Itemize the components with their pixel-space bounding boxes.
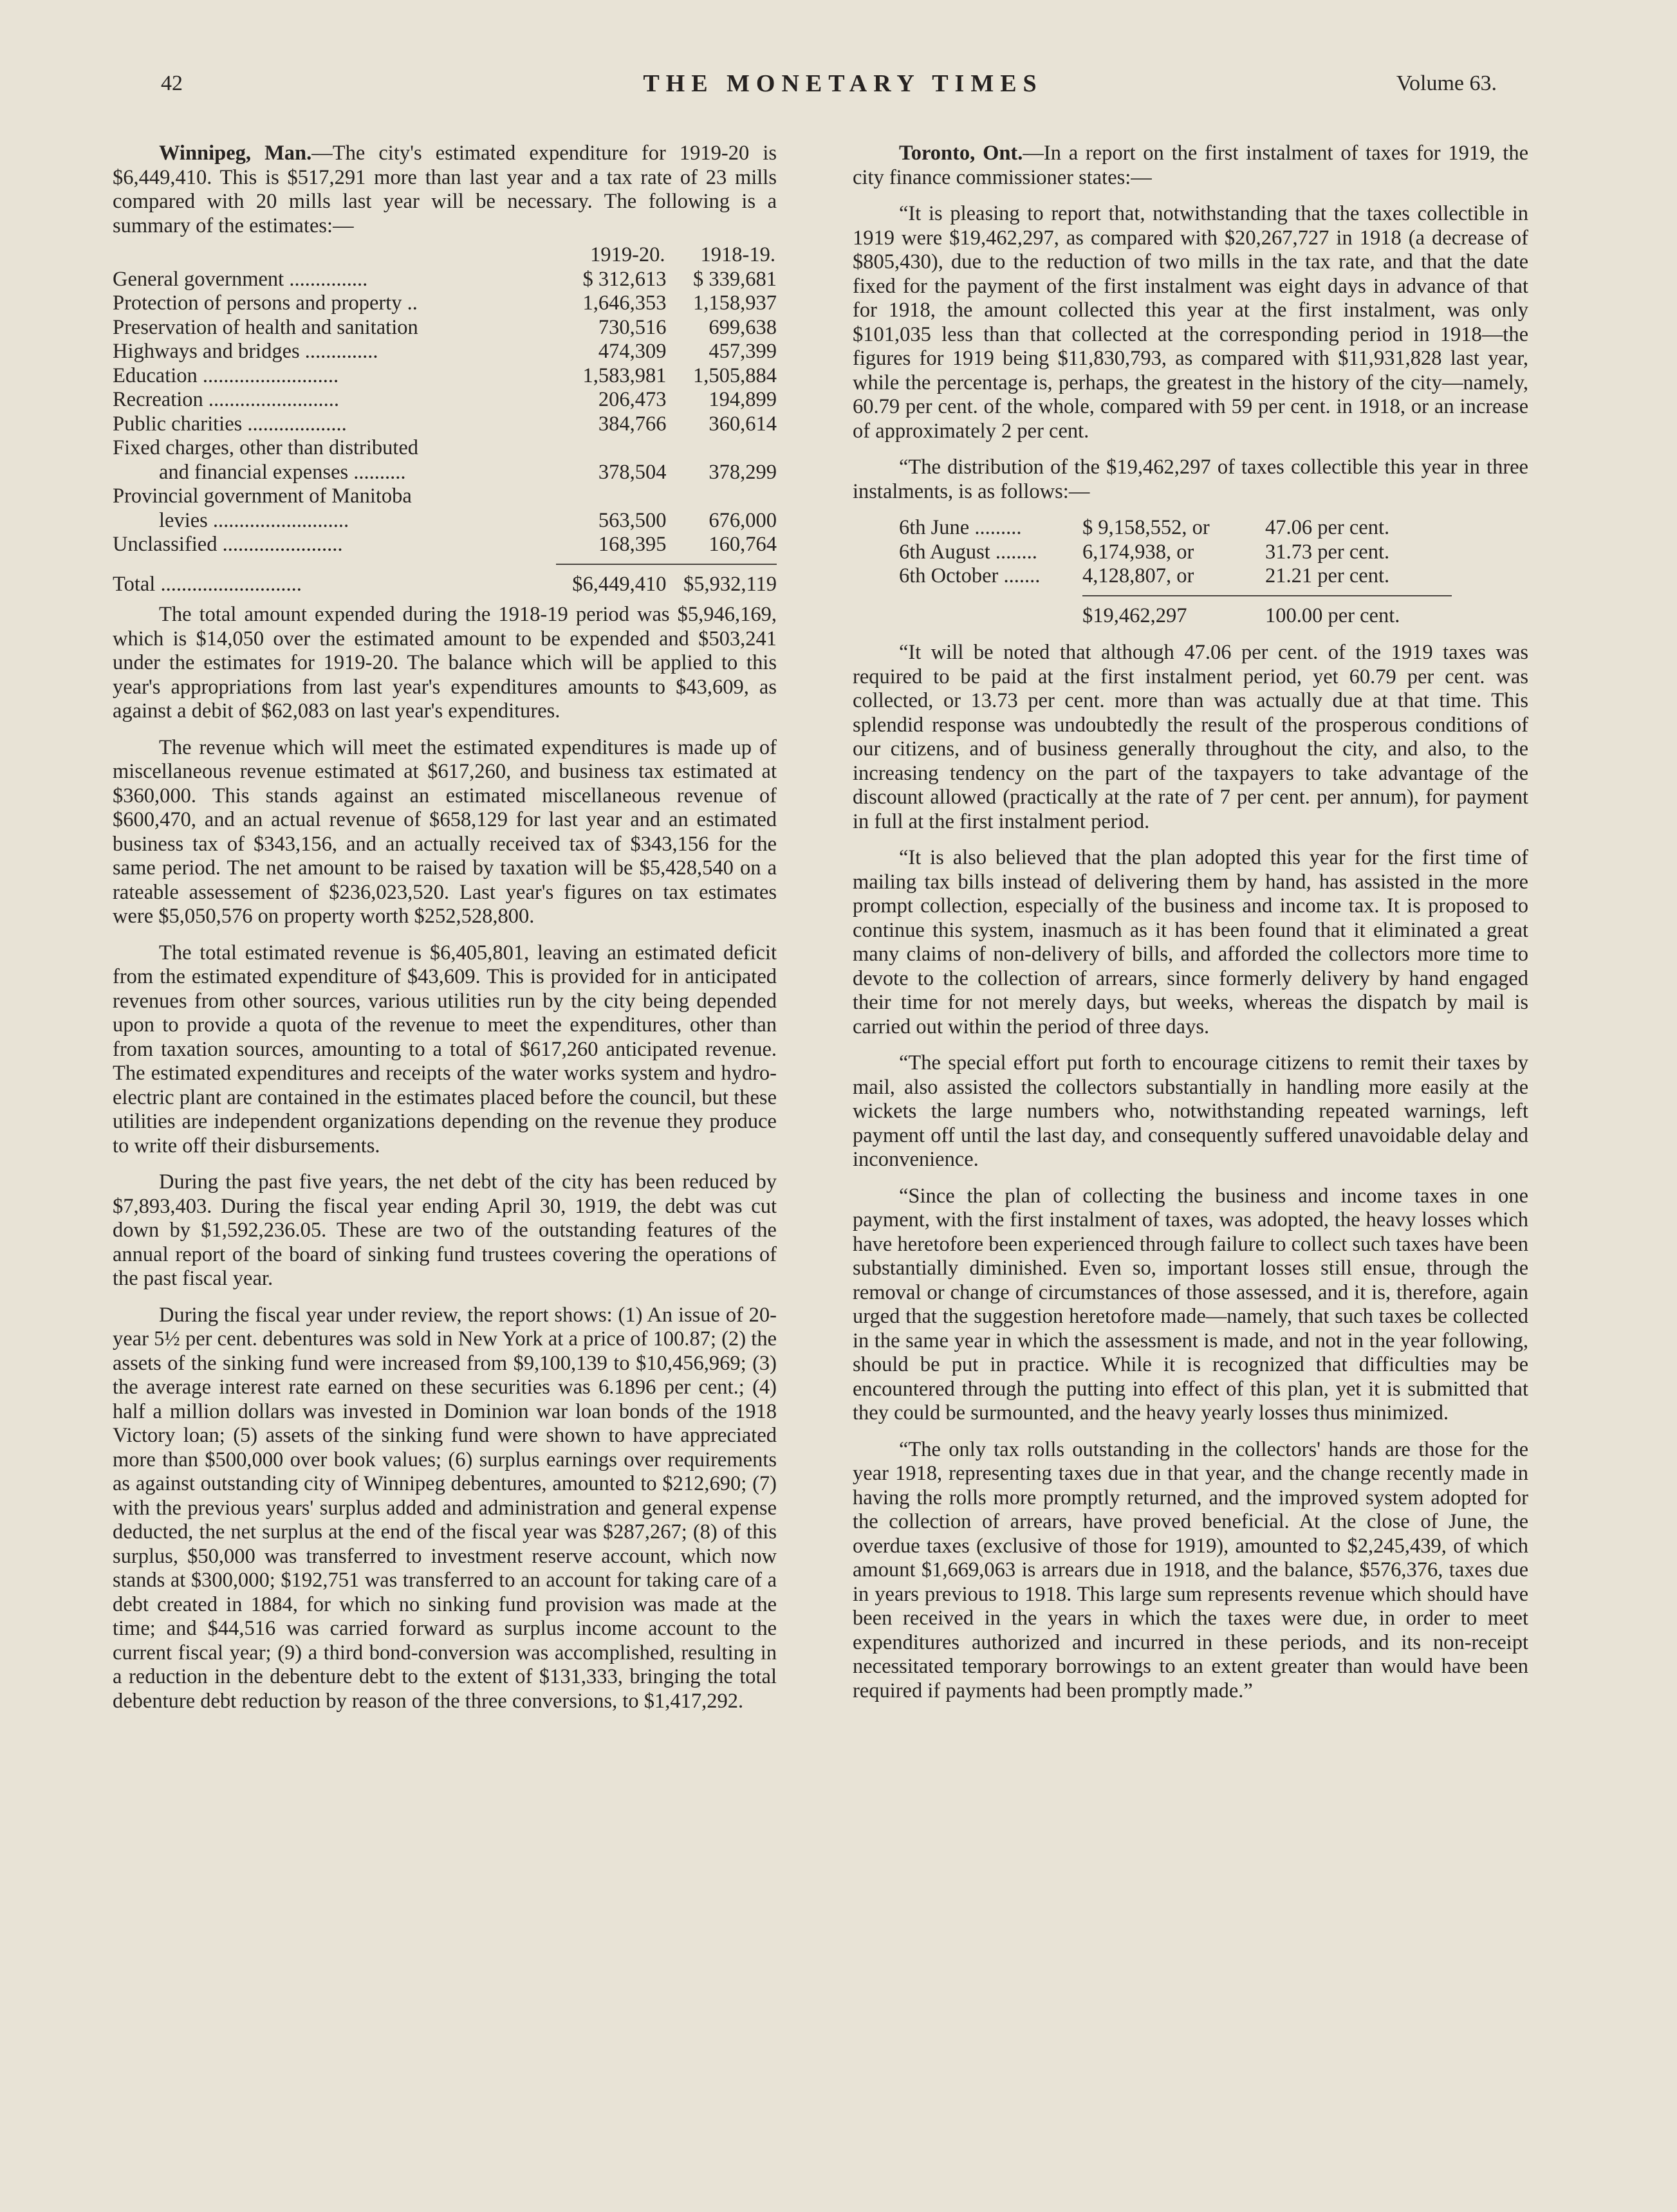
winnipeg-paragraph: The revenue which will meet the estimated expenditures is made up of miscellaneous revenue estimated at $617,260, and business tax estimated at $360,000. This stands against an estimated miscellaneous revenue of $600,470, and an actual revenue of $658,129 for last year and an estimated business tax of $343,156, and an actually received tax of $343,156 for the same period. The net amount to be raised by taxation will be $5,428,540 on a rateable assessement of $236,023,520. Last year's figures on tax estimates were $5,050,576 on property worth $252,528,800.	[113, 735, 777, 928]
table-row	[113, 388, 777, 412]
winnipeg-paragraph: During the past five years, the net debt of the city has been reduced by $7,893,403. During the fiscal year ending April 30, 1919, the debt was cut down by $1,592,236.05. These are two of the outstanding features of the annual report of the board of sinking fund trustees covering the operations of the past fiscal year.	[113, 1170, 777, 1290]
estimates-table	[113, 243, 777, 596]
instalment-total-rule	[899, 589, 1452, 596]
instalment-total-percent: 100.00 per cent.	[1265, 604, 1400, 627]
value-1918-19: 194,899	[709, 388, 777, 411]
value-1919-20: 1,646,353	[582, 291, 667, 315]
value-1918-19: 1,158,937	[693, 291, 777, 315]
row-label: Highways and bridges ..............	[113, 340, 378, 363]
instalment-row	[899, 516, 1452, 540]
row-label: levies ..........................	[159, 508, 349, 532]
instalment-amount: 4,128,807, or	[1082, 564, 1194, 587]
table-header-row	[113, 243, 777, 268]
table-row	[113, 436, 777, 461]
journal-title: THE MONETARY TIMES	[643, 70, 1043, 97]
toronto-run-in: Toronto, Ont.	[899, 142, 1023, 165]
instalment-date: 6th June .........	[899, 516, 1022, 539]
instalments-table	[899, 516, 1452, 628]
total-1919-20: $6,449,410	[572, 572, 667, 596]
table-row	[113, 268, 777, 292]
table-row	[113, 509, 777, 533]
table-row	[113, 484, 777, 509]
instalment-row	[899, 564, 1452, 589]
total-1918-19: $5,932,119	[683, 572, 777, 596]
row-label: Education ..........................	[113, 364, 339, 387]
row-label: and financial expenses ..........	[159, 460, 406, 484]
table-row	[113, 364, 777, 389]
value-1919-20: 563,500	[598, 508, 667, 532]
value-1919-20: 474,309	[598, 340, 667, 363]
winnipeg-paragraph: The total estimated revenue is $6,405,801, leaving an estimated deficit from the estimated expenditure of $43,609. This is provided for in anticipated revenues from other sources, various utilities run by the city being depended upon to provide a quota of the revenue to meet the expenditures, other than from taxation sources, amounting to a total of $617,260 anticipated revenue. The estimated expenditures and receipts of the water works system and hydro-electric plant are contained in the estimates placed before the council, but these utilities are independent organizations depending on the revenue they produce to write off their disbursements.	[113, 941, 777, 1157]
total-row	[113, 564, 777, 597]
toronto-paragraph: “The distribution of the $19,462,297 of taxes collectible this year in three instalments, is as follows:—	[853, 456, 1528, 503]
instalment-row	[899, 540, 1452, 565]
left-column	[113, 142, 777, 1726]
value-1918-19: 378,299	[709, 460, 777, 484]
row-label: Fixed charges, other than distributed	[113, 436, 419, 459]
table-row	[113, 291, 777, 316]
total-rule	[113, 557, 777, 564]
value-1918-19: 1,505,884	[693, 364, 777, 387]
value-1918-19	[667, 484, 777, 509]
value-1918-19: 676,000	[709, 508, 777, 532]
value-1919-20: 206,473	[598, 388, 667, 411]
row-label: Protection of persons and property ..	[113, 291, 418, 315]
value-1918-19: 360,614	[709, 412, 777, 436]
value-1919-20	[556, 436, 667, 461]
table-row	[113, 412, 777, 437]
row-label: Preservation of health and sanitation	[113, 315, 418, 339]
instalment-amount: $ 9,158,552, or	[1082, 516, 1210, 539]
row-label: Unclassified .......................	[113, 533, 343, 556]
value-1919-20: 1,583,981	[582, 364, 667, 387]
toronto-intro-text: —In a report on the first instalment of taxes for 1919, the city finance commissioner states:—	[853, 142, 1528, 189]
instalment-date: 6th October .......	[899, 564, 1041, 587]
row-label: Provincial government of Manitoba	[113, 484, 412, 508]
instalment-date: 6th August ........	[899, 540, 1037, 564]
row-label: Public charities ...................	[113, 412, 347, 436]
winnipeg-intro-text: —The city's estimated expenditure for 1919-20 is $6,449,410. This is $517,291 more than last year and a tax rate of 23 mills compared with 20 mills last year will be necessary. The following is a summary of the estimates:—	[113, 142, 777, 237]
table-row	[113, 340, 777, 364]
value-1919-20: $ 312,613	[582, 267, 667, 291]
table-row	[113, 461, 777, 485]
column-header-1918-19: 1918-19.	[700, 243, 775, 266]
toronto-paragraph: “The only tax rolls outstanding in the collectors' hands are those for the year 1918, representing taxes due in that year, and the change recently made in having the rolls more promptly returned, and the improved system adopted for the collection of arrears, have proved beneficial. At the close of June, the overdue taxes (exclusive of those for 1919), amounted to $2,245,439, of which amount $1,669,063 is arrears due in 1918, and the balance, $576,376, taxes due in years previous to 1918. This large sum represents revenue which should have been received in the years in which the taxes were due, in order to meet expenditures authorized and incurred in these periods, and its non-receipt necessitated temporary borrowings to an extent greater than would have been required if payments had been promptly made.”	[853, 1437, 1528, 1702]
winnipeg-intro	[113, 142, 777, 238]
instalment-total-row	[899, 596, 1452, 629]
toronto-paragraph: “It will be noted that although 47.06 per cent. of the 1919 taxes was required to be paid at the first instalment period, yet 60.79 per cent. was collected, or 13.73 per cent. more than was actually due at that time. This splendid response was undoubtedly the result of the prosperous conditions of our citizens, and of business generally throughout the city, and also, to the increasing tendency on the part of the taxpayers to take advantage of the discount allowed (practically at the rate of 7 per cent. per annum), for payment in full at the first instalment period.	[853, 641, 1528, 833]
value-1918-19: $ 339,681	[693, 267, 777, 291]
row-label: General government ...............	[113, 267, 368, 291]
table-row	[113, 316, 777, 340]
volume-label: Volume 63.	[1396, 71, 1497, 95]
toronto-intro	[853, 142, 1528, 190]
winnipeg-run-in: Winnipeg, Man.	[159, 142, 312, 165]
winnipeg-paragraph: The total amount expended during the 1918-19 period was $5,946,169, which is $14,050 over the estimated amount to be expended and $503,241 under the estimates for 1919-20. The balance which will be applied to this year's appropriations from last year's expenditures amounts to $43,609, as against a debit of $62,083 on last year's expenditures.	[113, 603, 777, 723]
table-row	[113, 533, 777, 557]
value-1918-19: 457,399	[709, 340, 777, 363]
page-number: 42	[161, 71, 183, 95]
value-1919-20	[556, 484, 667, 509]
toronto-paragraph: “The special effort put forth to encourage citizens to remit their taxes by mail, also assisted the collectors substantially in handling more easily at the wickets the large numbers who, notwithstanding repeated warnings, left payment off until the last day, and consequently suffered unavoidable delay and inconvenience.	[853, 1051, 1528, 1171]
value-1919-20: 378,504	[598, 460, 667, 484]
instalment-percent: 47.06 per cent.	[1265, 516, 1390, 539]
value-1918-19: 699,638	[709, 315, 777, 339]
toronto-paragraph: “It is pleasing to report that, notwithstanding that the taxes collectible in 1919 were $19,462,297, as compared with $20,267,727 in 1918 (a decrease of $805,430), due to the reduction of two mills in the tax rate, and that the date fixed for the payment of the first instalment was eight days in advance of that for 1918, the amount collected this year at the first instalment, was only $101,035 less than that collected at the corresponding period in 1918—the figures for 1919 being $11,830,793, as compared with $11,931,828 last year, while the percentage is, perhaps, the greatest in the history of the city—namely, 60.79 per cent. of the whole, compared with 59 per cent. in 1918, or an increase of approximately 2 per cent.	[853, 202, 1528, 443]
toronto-paragraph: “It is also believed that the plan adopted this year for the first time of mailing tax bills instead of delivering them by hand, has assisted in the more prompt collection, especially of the business and income tax. It is proposed to continue this system, inasmuch as it has been found that it eliminated a great many claims of non-delivery of bills, and afforded the collectors more time to devote to the collection of arrears, since formerly delivery by hand engaged their time for not merely days, but weeks, whereas the dispatch by mail is carried out within the period of three days.	[853, 846, 1528, 1038]
toronto-paragraph: “Since the plan of collecting the business and income taxes in one payment, with the first instalment of taxes, was adopted, the heavy losses which have heretofore been experienced through failure to collect such taxes have been substantially diminished. Even so, important losses still ensue, through the removal or change of circumstances of those assessed, and it is, therefore, again urged that the suggestion heretofore made—namely, that such taxes be collected in the same year in which the assessment is made, and not in the year following, should be put in practice. While it is recognized that difficulties may be encountered through the putting into effect of this plan, yet it is submitted that they could be surmounted, and the heavy yearly losses thus minimized.	[853, 1184, 1528, 1424]
value-1918-19: 160,764	[709, 533, 777, 556]
total-label: Total ...........................	[113, 572, 302, 596]
row-label: Recreation .........................	[113, 388, 340, 411]
instalment-total-amount: $19,462,297	[1082, 604, 1187, 627]
instalment-percent: 31.73 per cent.	[1265, 540, 1390, 564]
value-1919-20: 730,516	[598, 315, 667, 339]
winnipeg-paragraph: During the fiscal year under review, the report shows: (1) An issue of 20-year 5½ per cent. debentures was sold in New York at a price of 100.87; (2) the assets of the sinking fund were increased from $9,100,139 to $10,456,969; (3) the average interest rate earned on these securities was 6.1896 per cent.; (4) half a million dollars was invested in Dominion war loan bonds of the 1918 Victory loan; (5) assets of the sinking fund were shown to have appreciated more than $500,000 over book values; (6) surplus earnings over requirements as against outstanding city of Winnipeg debentures, amounted to $212,690; (7) with the previous years' surplus added and administration and general expense deducted, the net surplus at the end of the fiscal year was $287,267; (8) of this surplus, $50,000 was transferred to investment reserve account, which now stands at $300,000; $192,751 was transferred to an account for taking care of a debt created in 1884, for which no sinking fund provision was made at the time; and $44,516 was carried forward as surplus income account to the current fiscal year; (9) a third bond-conversion was accomplished, resulting in a reduction in the debenture debt to the extent of $131,333, bringing the total debenture debt reduction by reason of the three conversions, to $1,417,292.	[113, 1303, 777, 1713]
instalment-amount: 6,174,938, or	[1082, 540, 1194, 564]
value-1918-19	[667, 436, 777, 461]
value-1919-20: 384,766	[598, 412, 667, 436]
instalment-percent: 21.21 per cent.	[1265, 564, 1390, 587]
column-header-1919-20: 1919-20.	[590, 243, 665, 266]
right-column	[853, 142, 1528, 1715]
value-1919-20: 168,395	[598, 533, 667, 556]
